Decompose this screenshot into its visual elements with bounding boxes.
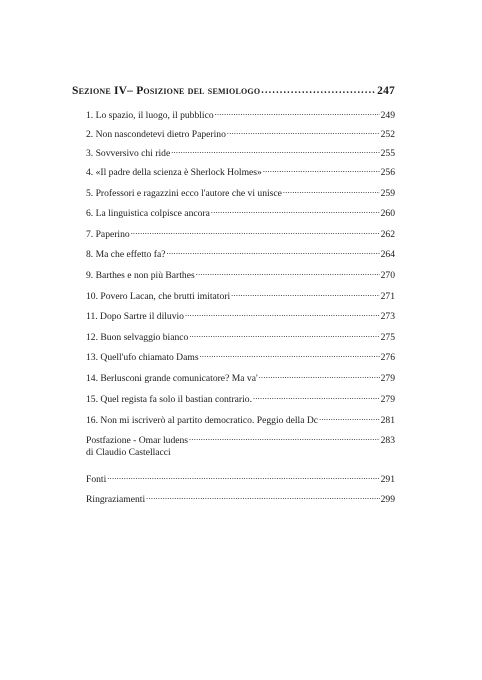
toc-entry-page: 259 bbox=[380, 188, 395, 199]
dot-leader bbox=[200, 350, 380, 360]
section-title-prefix: Sezione IV– bbox=[72, 85, 137, 97]
toc-entry-page: 252 bbox=[380, 129, 395, 140]
toc-entry-page: 260 bbox=[380, 208, 395, 219]
toc-entry-postfazione bbox=[86, 433, 395, 459]
dot-leader bbox=[107, 472, 379, 482]
toc-entry-page: 275 bbox=[380, 332, 395, 343]
dot-leader bbox=[261, 84, 376, 94]
dot-leader bbox=[319, 413, 380, 423]
dot-leader bbox=[196, 268, 380, 278]
toc-entry bbox=[86, 146, 395, 160]
toc-entry-page: 262 bbox=[380, 229, 395, 240]
dot-leader bbox=[189, 433, 380, 443]
dot-leader bbox=[171, 146, 379, 156]
toc-entry-title: 9. Barthes e non più Barthes bbox=[86, 270, 195, 281]
toc-entry bbox=[86, 392, 395, 406]
dot-leader bbox=[131, 227, 380, 237]
dot-leader bbox=[166, 247, 379, 257]
toc-entry bbox=[86, 350, 395, 364]
toc-entry-title: 3. Sovversivo chi ride bbox=[86, 148, 171, 159]
dot-leader bbox=[211, 206, 380, 216]
toc-entry bbox=[86, 127, 395, 141]
toc-entry bbox=[86, 227, 395, 241]
toc-entry-page: 283 bbox=[380, 435, 395, 446]
section-title bbox=[72, 85, 260, 97]
dot-leader bbox=[253, 392, 380, 402]
toc-entry-page: 270 bbox=[380, 270, 395, 281]
toc-entry-title: 2. Non nascondetevi dietro Paperino bbox=[86, 129, 226, 140]
toc-entry-title: 15. Quel regista fa solo il bastian contrario. bbox=[86, 394, 252, 405]
dot-leader bbox=[263, 165, 380, 175]
section-page-number: 247 bbox=[377, 85, 395, 97]
dot-leader bbox=[231, 289, 379, 299]
dot-leader bbox=[215, 108, 380, 118]
toc-entry-title: 13. Quell'ufo chiamato Dams bbox=[86, 352, 199, 363]
section-heading bbox=[72, 84, 395, 97]
dot-leader bbox=[227, 127, 380, 137]
toc-entry bbox=[86, 186, 395, 200]
toc-entry-title: Fonti bbox=[86, 474, 107, 485]
dot-leader bbox=[283, 186, 380, 196]
toc-entry bbox=[86, 268, 395, 282]
toc-entry-title: 16. Non mi iscriverò al partito democratico. Peggio della Dc bbox=[86, 415, 319, 426]
toc-entry-title: Postfazione - Omar ludens bbox=[86, 435, 189, 446]
toc-entry-page: 264 bbox=[380, 249, 395, 260]
toc-entry-title: 8. Ma che effetto fa? bbox=[86, 249, 166, 260]
toc-entry-title: 14. Berlusconi grande comunicatore? Ma va' bbox=[86, 373, 258, 384]
toc-entry bbox=[86, 371, 395, 385]
toc-entry bbox=[86, 206, 395, 220]
toc-entry bbox=[86, 247, 395, 261]
toc-entry-title: 5. Professori e ragazzini ecco l'autore che vi unisce bbox=[86, 188, 282, 199]
dot-leader bbox=[146, 492, 379, 502]
dot-leader bbox=[185, 309, 380, 319]
toc-entry-title: 4. «Il padre della scienza è Sherlock Holmes» bbox=[86, 167, 262, 178]
toc-entry-page: 255 bbox=[380, 148, 395, 159]
toc-entry-page: 281 bbox=[380, 415, 395, 426]
toc-entry-page: 273 bbox=[380, 311, 395, 322]
toc-entry-title: 6. La linguistica colpisce ancora bbox=[86, 208, 210, 219]
toc-entry-page: 249 bbox=[380, 110, 395, 121]
toc-entry-title: 11. Dopo Sartre il diluvio bbox=[86, 311, 184, 322]
toc-entry-page: 299 bbox=[380, 494, 395, 505]
toc-entry-subtitle: di Claudio Castellacci bbox=[86, 447, 171, 458]
toc-entry bbox=[86, 413, 395, 427]
toc-entry-title: 12. Buon selvaggio bianco bbox=[86, 332, 189, 343]
toc-entry-title: Ringraziamenti bbox=[86, 494, 146, 505]
toc-entry bbox=[86, 165, 395, 179]
toc-entry-page: 291 bbox=[380, 474, 395, 485]
toc-entry bbox=[86, 309, 395, 323]
toc-entry-page: 276 bbox=[380, 352, 395, 363]
toc-entry-page: 271 bbox=[380, 291, 395, 302]
section-title-rest: Posizione del semiologo bbox=[136, 85, 261, 97]
toc-entry-title: 1. Lo spazio, il luogo, il pubblico bbox=[86, 110, 214, 121]
toc-entry-page: 256 bbox=[380, 167, 395, 178]
toc-entry bbox=[86, 108, 395, 122]
toc-entry-title: 10. Povero Lacan, che brutti imitatori bbox=[86, 291, 231, 302]
toc-entry-page: 279 bbox=[380, 394, 395, 405]
toc-entry bbox=[86, 472, 395, 486]
toc-entry bbox=[86, 492, 395, 506]
toc-entry-page: 279 bbox=[380, 373, 395, 384]
toc-entry bbox=[86, 330, 395, 344]
dot-leader bbox=[259, 371, 380, 381]
toc-entry bbox=[86, 289, 395, 303]
dot-leader bbox=[189, 330, 379, 340]
toc-entry-title: 7. Paperino bbox=[86, 229, 130, 240]
